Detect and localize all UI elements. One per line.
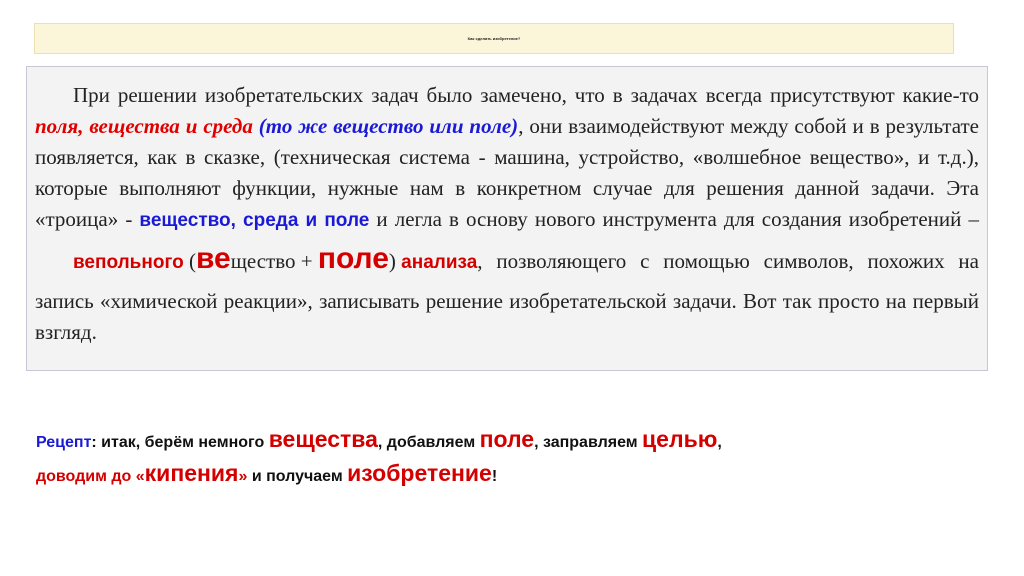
text-segment: ) xyxy=(388,249,396,273)
vepol-line xyxy=(35,236,477,286)
highlight-pole: поле xyxy=(317,242,389,275)
recipe-segment: и получаем xyxy=(247,468,348,485)
recipe-invention: изобретение xyxy=(347,460,492,486)
recipe-boil: кипения xyxy=(144,460,239,486)
recipe-goal: целью xyxy=(642,426,718,452)
main-paragraph xyxy=(35,80,979,348)
text-segment: и легла в основу нового инструмента для создания изобретений – xyxy=(369,207,979,231)
highlight-analysis: анализа xyxy=(395,252,478,273)
highlight-same-substance: (то же вещество или поле) xyxy=(258,114,519,138)
text-segment: При решении изобретательских задач было замечено, что в задачах всегда присутствуют какие-то xyxy=(73,83,979,107)
highlight-ve: ве xyxy=(195,242,231,275)
recipe-bring: доводим до « xyxy=(36,468,145,485)
text-segment: ( xyxy=(183,249,196,273)
recipe-text xyxy=(36,424,986,492)
text-segment: щество + xyxy=(230,249,318,273)
recipe-segment: , добавляем xyxy=(377,434,480,451)
recipe-field: поле xyxy=(479,426,535,452)
slide-title: Как сделать изобретение? xyxy=(467,36,521,41)
recipe-segment: : итак, берём немного xyxy=(91,434,269,451)
highlight-trio: вещество, среда и поле xyxy=(139,210,370,231)
slide-title-bar xyxy=(34,23,954,54)
highlight-fields-substances: поля, вещества и среда xyxy=(35,114,253,138)
recipe-label: Рецепт xyxy=(36,434,92,451)
highlight-vepol: вепольного xyxy=(73,252,184,273)
recipe-bring-close: » xyxy=(238,468,248,485)
recipe-segment: , заправляем xyxy=(534,434,643,451)
recipe-substance: вещества xyxy=(268,426,378,452)
text-segment: , позволяющего с помощью символов, похожих на запись «химической реакции», записывать решение изобретательской задачи. Вот так просто на первый взгляд. xyxy=(35,249,979,344)
main-text-box xyxy=(26,66,988,371)
recipe-segment: , xyxy=(717,434,722,451)
text-segment: , они взаимодействуют между собой и в результате появляется, как в сказке, (техническая система - машина, устройство, «волшебное вещество», и т.д.), которые выполняют функции, нужные нам в конкретном случае для решения данной задачи. Эта «троица» - xyxy=(35,114,980,231)
recipe-segment: ! xyxy=(491,468,498,485)
